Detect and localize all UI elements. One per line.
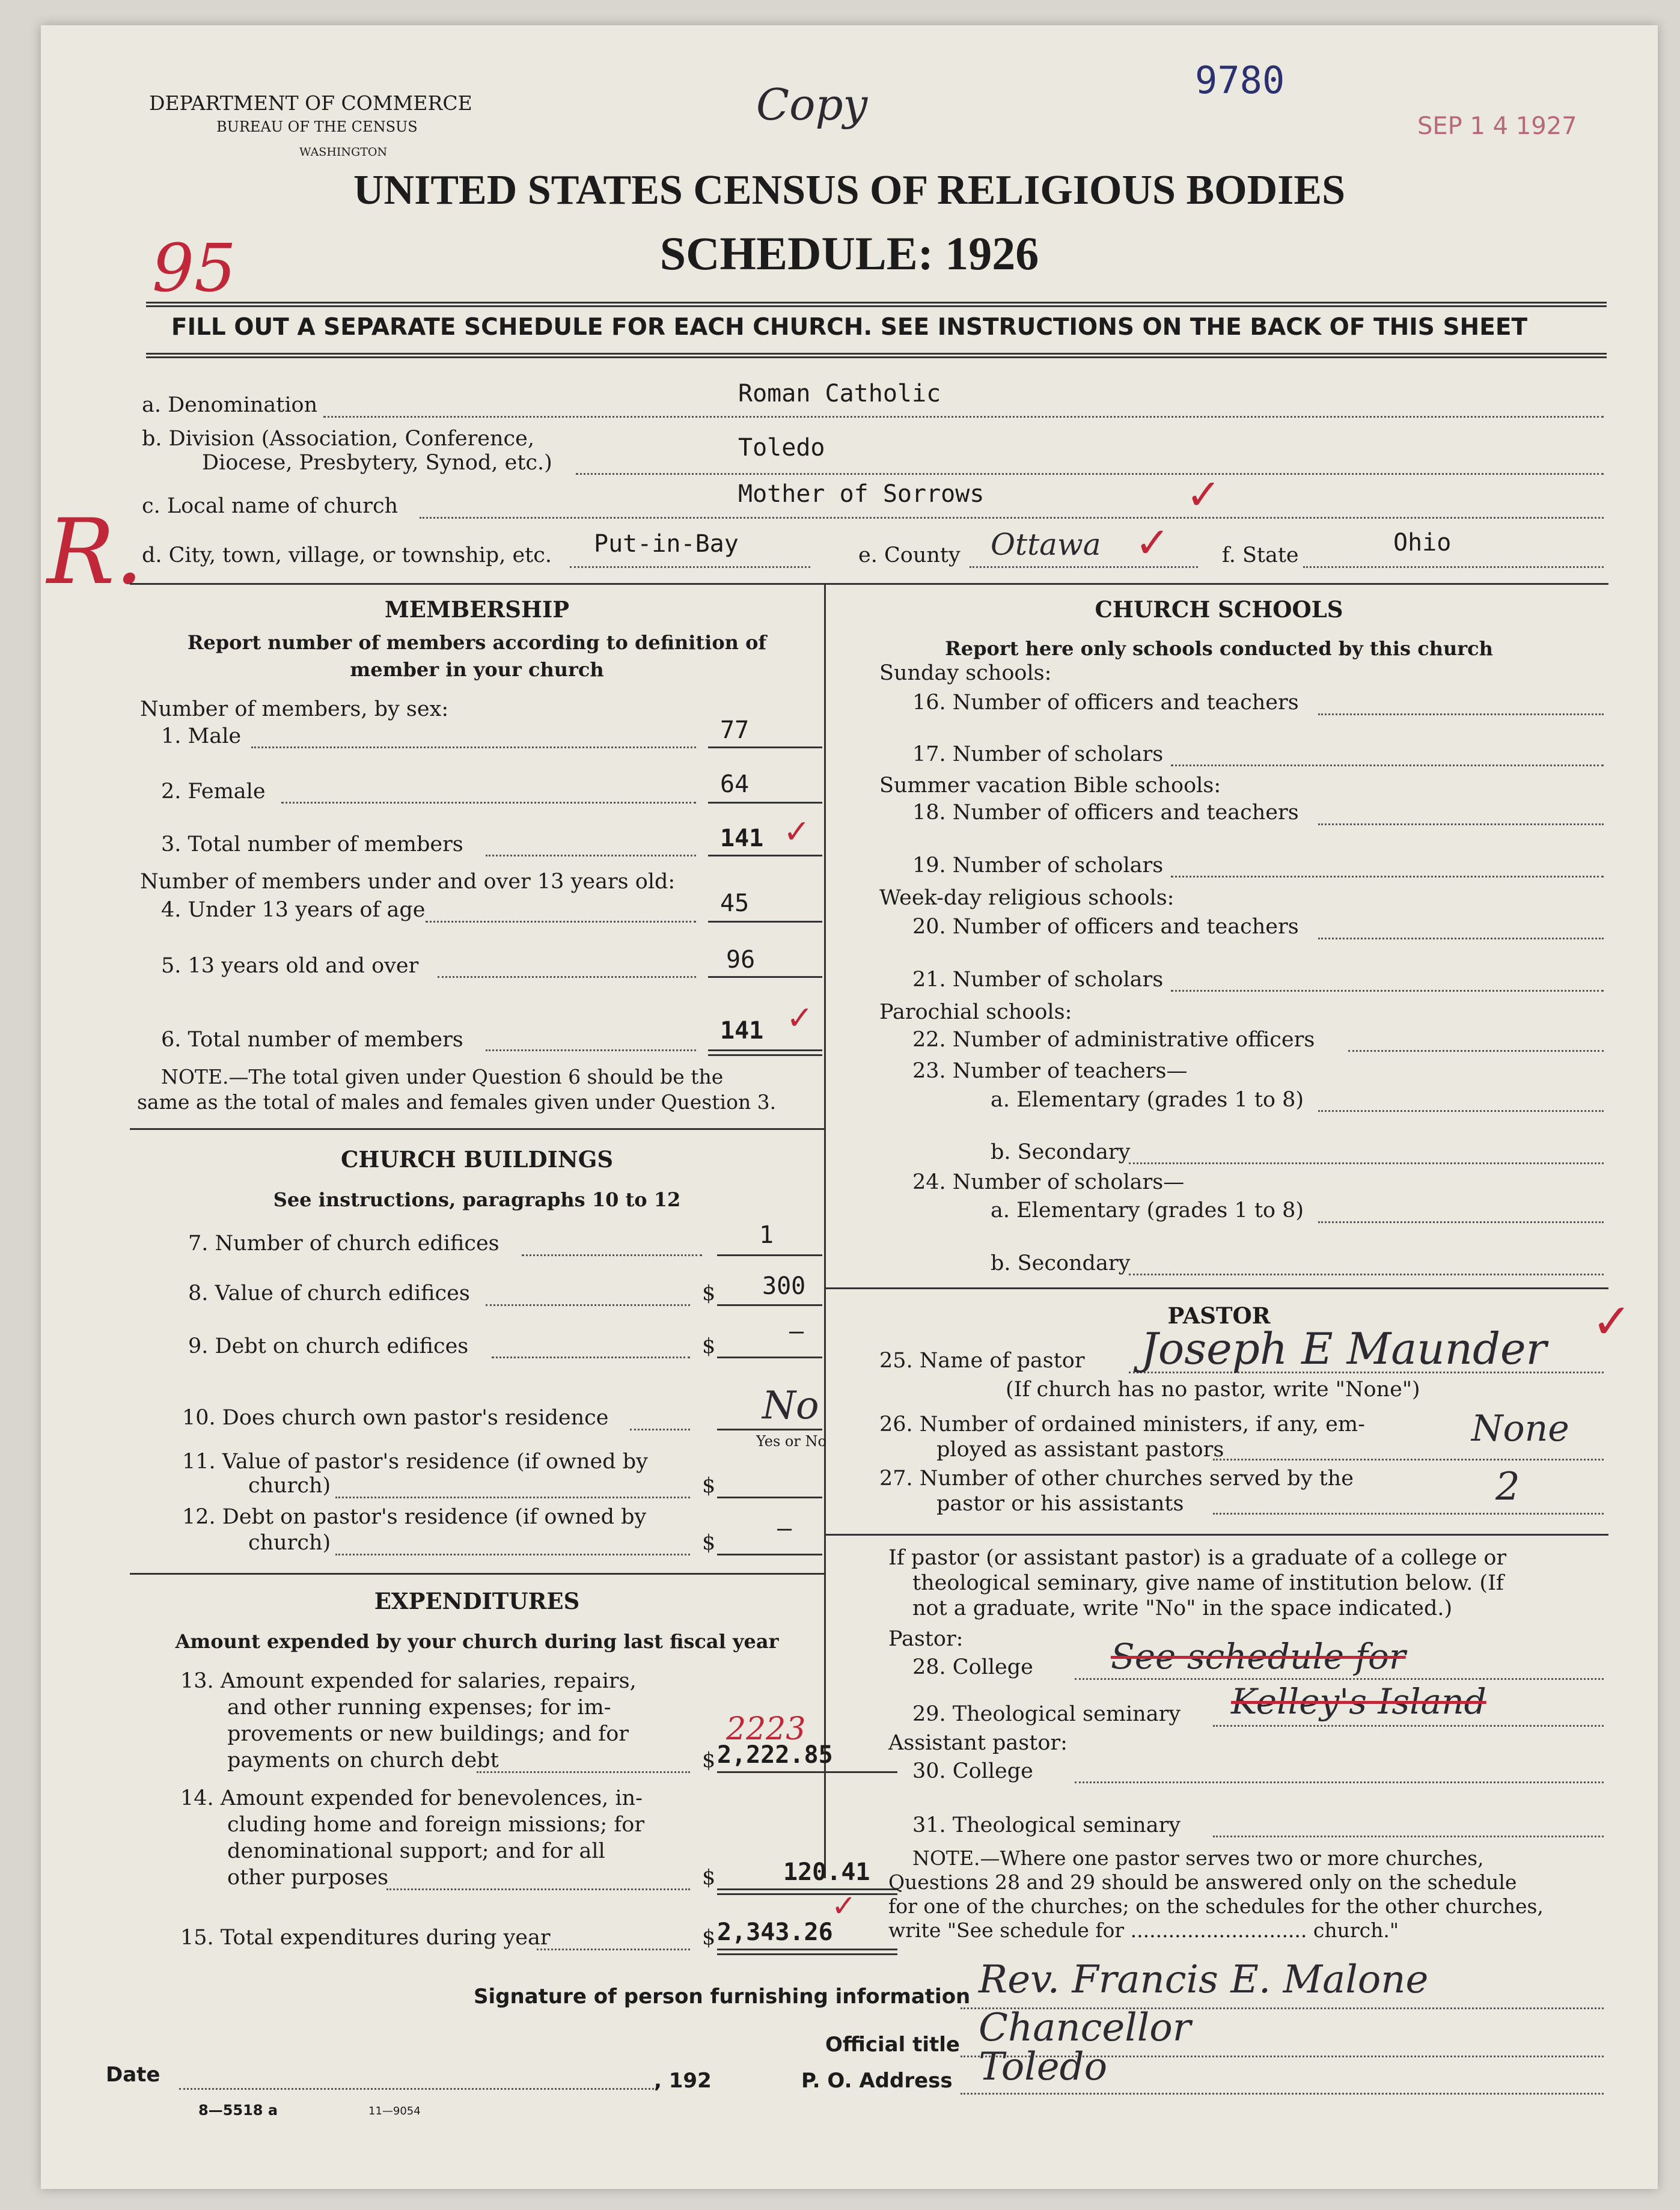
q24a-label: a. Elementary (grades 1 to 8): [991, 1198, 1304, 1223]
margin-mark: R.: [47, 500, 144, 605]
q26-value: None: [1471, 1408, 1569, 1450]
q5-value: 96: [726, 946, 756, 974]
expenditures-heading: EXPENDITURES: [374, 1588, 580, 1614]
q30-label: 30. College: [912, 1759, 1033, 1783]
q4-value: 45: [720, 890, 750, 917]
schedule-form: [41, 25, 1658, 2189]
division-label-2: Diocese, Presbytery, Synod, etc.): [202, 451, 552, 475]
by-sex-label: Number of members, by sex:: [140, 697, 449, 721]
bureau-heading: BUREAU OF THE CENSUS: [216, 118, 418, 135]
q5-label: 5. 13 years old and over: [161, 954, 419, 978]
q25-hint: (If church has no pastor, write "None"): [1006, 1378, 1420, 1402]
pastor-note-1: NOTE.—Where one pastor serves two or more churches,: [912, 1846, 1484, 1870]
q11-label-1: 11. Value of pastor's residence (if owned by: [182, 1450, 648, 1474]
q10-label: 10. Does church own pastor's residence: [182, 1406, 609, 1430]
q3-value: 141: [720, 825, 764, 852]
q23a-label: a. Elementary (grades 1 to 8): [991, 1088, 1304, 1112]
check-mark: ✓: [1186, 470, 1221, 519]
po-address-value: Toledo: [979, 2045, 1108, 2089]
q12-label-1: 12. Debt on pastor's residence (if owned by: [182, 1505, 647, 1529]
q6-label: 6. Total number of members: [161, 1028, 463, 1052]
by-age-label: Number of members under and over 13 years old:: [140, 870, 676, 894]
q14-line-2: cluding home and foreign missions; for: [227, 1813, 645, 1837]
q8-label: 8. Value of church edifices: [188, 1281, 470, 1305]
q27-label-2: pastor or his assistants: [936, 1492, 1184, 1516]
q28-label: 28. College: [912, 1655, 1033, 1679]
dept-heading: DEPARTMENT OF COMMERCE: [149, 91, 472, 115]
q13-correction: 2223: [726, 1711, 806, 1747]
pastor-note-4: write "See schedule for ............................ church.": [888, 1918, 1399, 1942]
q13-line-2: and other running expenses; for im-: [227, 1696, 611, 1720]
instruction-banner: FILL OUT A SEPARATE SCHEDULE FOR EACH CHURCH. SEE INSTRUCTIONS ON THE BACK OF THIS SHEET: [171, 314, 1528, 341]
q14-line-3: denominational support; and for all: [227, 1839, 605, 1863]
county-value: Ottawa: [991, 527, 1101, 562]
division-label-1: b. Division (Association, Conference,: [142, 427, 534, 451]
form-subtitle: SCHEDULE: 1926: [659, 227, 1039, 279]
q27-label-1: 27. Number of other churches served by the: [879, 1467, 1354, 1491]
denomination-label: a. Denomination: [142, 393, 318, 417]
q24b-label: b. Secondary: [991, 1251, 1131, 1275]
dollar-sign: $: [702, 1748, 716, 1772]
q14-line-1: 14. Amount expended for benevolences, in-: [180, 1786, 643, 1810]
city-heading: WASHINGTON: [299, 145, 388, 159]
check-mark: ✓: [783, 813, 811, 850]
schools-sub: Report here only schools conducted by this church: [945, 637, 1493, 660]
check-mark: ✓: [831, 1888, 857, 1923]
pastor-heading: PASTOR: [1167, 1302, 1271, 1329]
state-label: f. State: [1222, 543, 1299, 567]
parochial-heading: Parochial schools:: [879, 1000, 1072, 1024]
membership-note-1: NOTE.—The total given under Question 6 should be the: [161, 1065, 724, 1088]
dollar-sign: $: [702, 1281, 716, 1305]
dollar-sign: $: [702, 1474, 716, 1498]
q1-label: 1. Male: [161, 724, 242, 748]
form-title: UNITED STATES CENSUS OF RELIGIOUS BODIES: [353, 167, 1346, 213]
graduate-text-3: not a graduate, write "No" in the space indicated.): [912, 1596, 1453, 1620]
q13-line-3: provements or new buildings; and for: [227, 1722, 629, 1746]
q26-label-1: 26. Number of ordained ministers, if any, em-: [879, 1412, 1365, 1436]
buildings-heading: CHURCH BUILDINGS: [340, 1146, 614, 1173]
dollar-sign: $: [702, 1531, 716, 1555]
q15-value: 2,343.26: [717, 1918, 833, 1946]
dollar-sign: $: [702, 1866, 716, 1890]
weekday-heading: Week-day religious schools:: [879, 886, 1174, 910]
q8-value: 300: [762, 1272, 806, 1300]
q14-line-4: other purposes: [227, 1866, 389, 1890]
check-mark: ✓: [1592, 1293, 1633, 1349]
q13-line-1: 13. Amount expended for salaries, repairs,: [180, 1669, 637, 1693]
county-label: e. County: [858, 543, 961, 567]
q26-label-2: ployed as assistant pastors: [936, 1438, 1224, 1462]
margin-number: 95: [152, 230, 236, 307]
q9-value: —: [789, 1317, 804, 1345]
q15-label: 15. Total expenditures during year: [180, 1926, 551, 1950]
division-value: Toledo: [738, 434, 825, 462]
po-address-label: P. O. Address: [801, 2069, 953, 2093]
q2-value: 64: [720, 771, 750, 798]
q29-value: Kelley's Island: [1231, 1681, 1486, 1722]
document-number: 9780: [1195, 58, 1285, 102]
q3-label: 3. Total number of members: [161, 832, 463, 856]
copy-note: Copy: [756, 79, 868, 130]
graduate-text-2: theological seminary, give name of institution below. (If: [912, 1571, 1504, 1595]
denomination-value: Roman Catholic: [738, 380, 941, 408]
q4-label: 4. Under 13 years of age: [161, 898, 426, 922]
summer-heading: Summer vacation Bible schools:: [879, 774, 1221, 798]
graduate-text-1: If pastor (or assistant pastor) is a graduate of a college or: [888, 1546, 1507, 1570]
q22-label: 22. Number of administrative officers: [912, 1028, 1315, 1052]
date-year: , 192: [654, 2069, 712, 2093]
membership-intro-1: Report number of members according to definition of: [187, 631, 767, 654]
pastor-subheading: Pastor:: [888, 1627, 964, 1651]
print-number: 11—9054: [368, 2105, 421, 2117]
assistant-subheading: Assistant pastor:: [888, 1731, 1068, 1755]
membership-intro-2: member in your church: [350, 658, 604, 681]
q10-value: No: [762, 1384, 819, 1428]
q23b-label: b. Secondary: [991, 1140, 1131, 1164]
q14-value: 120.41: [783, 1858, 870, 1886]
q18-label: 18. Number of officers and teachers: [912, 801, 1299, 825]
date-label: Date: [106, 2063, 160, 2087]
q7-label: 7. Number of church edifices: [188, 1232, 499, 1256]
q19-label: 19. Number of scholars: [912, 853, 1164, 878]
sunday-heading: Sunday schools:: [879, 661, 1052, 685]
q7-value: 1: [759, 1221, 774, 1249]
q12-label-2: church): [248, 1531, 331, 1555]
form-number: 8—5518 a: [198, 2102, 278, 2119]
q1-value: 77: [720, 716, 750, 744]
q13-line-4: payments on church debt: [227, 1748, 499, 1772]
q25-label: 25. Name of pastor: [879, 1349, 1085, 1373]
q23-label: 23. Number of teachers—: [912, 1059, 1188, 1083]
expenditures-sub: Amount expended by your church during last fiscal year: [175, 1630, 779, 1653]
signature-label: Signature of person furnishing information: [474, 1985, 971, 2009]
q20-label: 20. Number of officers and teachers: [912, 915, 1299, 939]
schools-heading: CHURCH SCHOOLS: [1095, 596, 1343, 623]
q13-value: 2,222.85: [717, 1741, 833, 1769]
q25-value: Joseph E Maunder: [1141, 1323, 1547, 1374]
official-title-value: Chancellor: [979, 2006, 1191, 2050]
membership-note-2: same as the total of males and females given under Question 3.: [137, 1090, 777, 1114]
q10-hint: Yes or No: [756, 1433, 826, 1450]
dollar-sign: $: [702, 1334, 716, 1358]
q28-value: See schedule for: [1111, 1636, 1406, 1677]
q29-label: 29. Theological seminary: [912, 1702, 1181, 1726]
q31-label: 31. Theological seminary: [912, 1813, 1181, 1837]
check-mark: ✓: [786, 999, 814, 1037]
pastor-note-2: Questions 28 and 29 should be answered only on the schedule: [888, 1870, 1517, 1894]
signature-value: Rev. Francis E. Malone: [979, 1958, 1429, 2002]
q12-value: —: [777, 1515, 792, 1542]
state-value: Ohio: [1393, 529, 1452, 557]
q27-value: 2: [1495, 1465, 1520, 1509]
q9-label: 9. Debt on church edifices: [188, 1334, 469, 1358]
q16-label: 16. Number of officers and teachers: [912, 691, 1299, 715]
membership-heading: MEMBERSHIP: [384, 596, 570, 623]
city-label: d. City, town, village, or township, etc.: [142, 543, 552, 567]
city-value: Put-in-Bay: [594, 530, 739, 558]
received-stamp: SEP 1 4 1927: [1417, 112, 1577, 140]
buildings-sub: See instructions, paragraphs 10 to 12: [273, 1188, 681, 1211]
official-title-label: Official title: [825, 2033, 960, 2057]
q24-label: 24. Number of scholars—: [912, 1170, 1185, 1194]
q21-label: 21. Number of scholars: [912, 968, 1164, 992]
church-name-label: c. Local name of church: [142, 494, 399, 518]
q11-label-2: church): [248, 1474, 331, 1498]
church-name-value: Mother of Sorrows: [738, 480, 985, 508]
pastor-note-3: for one of the churches; on the schedules for the other churches,: [888, 1894, 1544, 1918]
q6-value: 141: [720, 1017, 764, 1045]
check-mark: ✓: [1135, 518, 1170, 567]
dollar-sign: $: [702, 1926, 716, 1950]
q17-label: 17. Number of scholars: [912, 742, 1164, 766]
q2-label: 2. Female: [161, 780, 266, 804]
